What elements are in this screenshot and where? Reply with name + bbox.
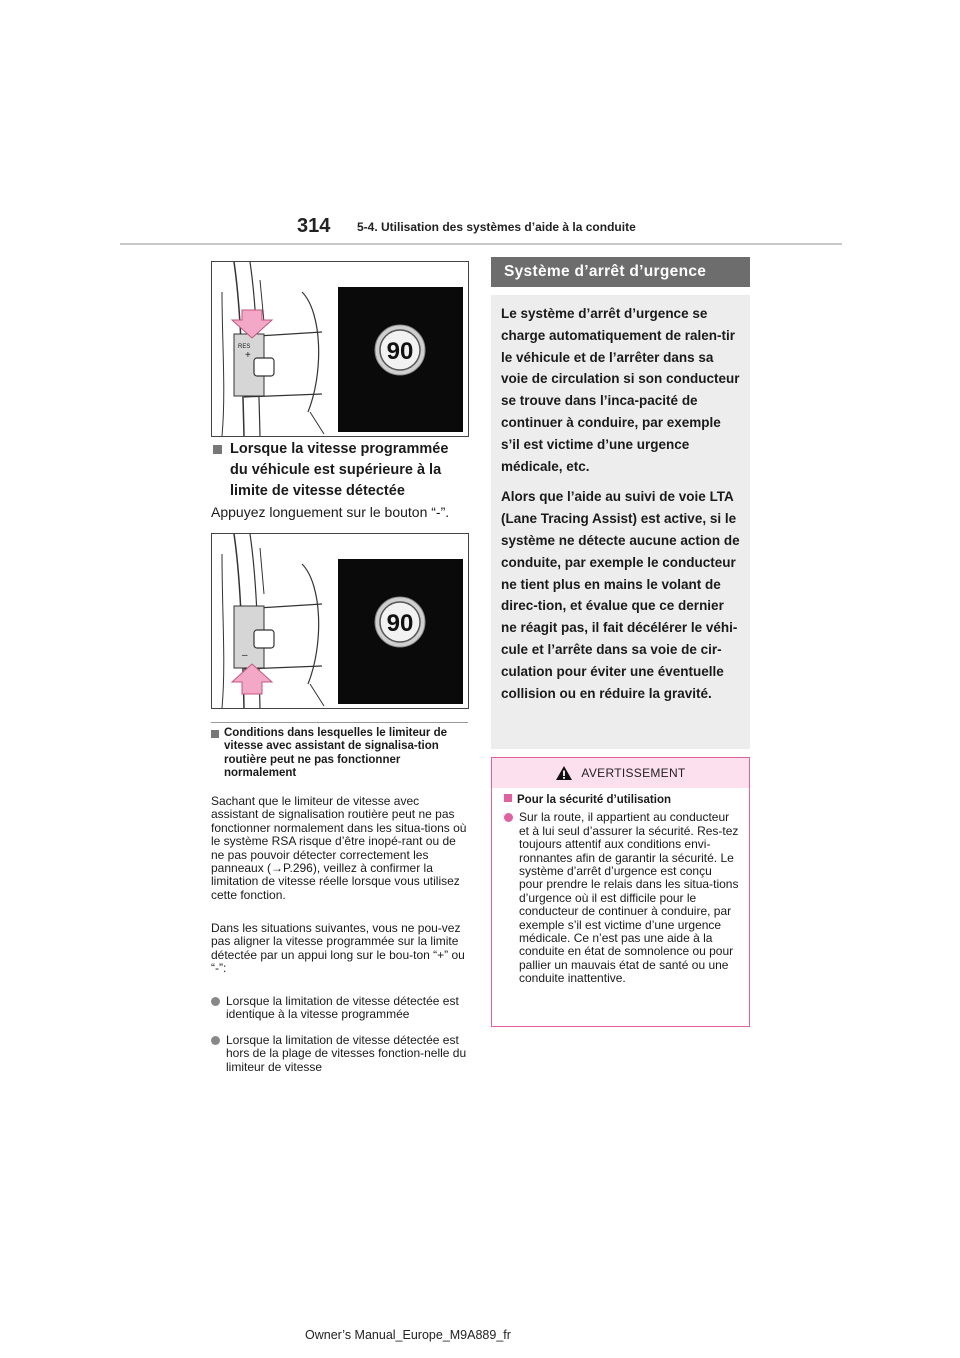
- intro-paragraph-1: Le système d’arrêt d’urgence se charge automatiquement de ralen-tir le véhicule et de l’arrêter dans sa voie de circulation si son conducteur se trouve dans l’inca-pacité de continuer à conduire, par exemple s’il est victime d’une urgence médicale, etc.: [501, 306, 740, 474]
- warning-title: AVERTISSEMENT: [581, 766, 686, 780]
- conditions-bullet-1: Lorsque la limitation de vitesse détectée est identique à la vitesse programmée: [211, 995, 469, 1022]
- section-header-title: 5-4. Utilisation des systèmes d’aide à la conduite: [357, 220, 636, 234]
- square-bullet-icon: [213, 445, 222, 454]
- page-number: 314: [297, 215, 331, 237]
- bullet-dot-icon: [211, 997, 220, 1006]
- warning-bullet: Sur la route, il appartient au conducteur et à lui seul d’assurer la sécurité. Res-tez toujours attentif aux conditions envi-ronnantes afin de garantir la sécurité. Le système d’arrêt d’urgence est conçu pour prendre le relais dans les situa-tions d’urgence où il est difficile pour le conducteur de continuer à conduire, par exemple s’il est victime d’une urgence médicale. Ce n’est pas une aide à la conduite en état de somnolence ou pour pallier un mauvais état de santé ou une conduite inattentive.: [504, 811, 739, 985]
- conditions-bullet-2: Lorsque la limitation de vitesse détectée est hors de la plage de vitesses fonction-nelle du limiteur de vitesse: [211, 1034, 469, 1074]
- conditions-paragraph-2: Dans les situations suivantes, vous ne pou-vez pas aligner la vitesse programmée sur la limite détectée par un appui long sur le bou-ton “+” ou “-”:: [211, 921, 465, 976]
- warning-header: [492, 758, 749, 788]
- figure-res-plus-button: [211, 261, 469, 437]
- square-bullet-icon: [504, 794, 512, 802]
- figure-minus-button: [211, 533, 469, 709]
- res-label: RES: [238, 344, 251, 350]
- section-banner-emergency-stop: Système d’arrêt d’urgence: [491, 257, 750, 287]
- steering-switch-illustration: [212, 262, 468, 436]
- warning-subhead: Pour la sécurité d’utilisation: [504, 794, 739, 807]
- warning-box: [491, 757, 750, 1027]
- emergency-stop-description: [491, 295, 750, 749]
- speed-sign-value: 90: [386, 338, 414, 365]
- conditions-divider: [211, 722, 468, 723]
- intro-paragraph-2: Alors que l’aide au suivi de voie LTA (Lane Tracing Assist) est active, si le système ne détecte aucune action de conduite, par exemple le conducteur ne tient plus en mains le volant de direc-tion, et évalue que ce dernier ne réagit pas, il fait décélérer le véhi-cule et l’arrête dans sa voie de cir-culation pour éviter une éventuelle collision ou en réduire la gravité.: [501, 489, 740, 701]
- bullet-dot-icon: [504, 813, 513, 822]
- conditions-paragraph-1: Sachant que le limiteur de vitesse avec assistant de signalisation routière peut ne pas fonctionner normalement dans les situa-tions où le système RSA risque d’être inopé-rant ou de ne pas pouvoir détecter correctement les panneaux (→P.296), veillez à confirmer la limitation de vitesse réelle lorsque vous utilisez cette fonction.: [211, 794, 467, 902]
- footer-manual-id: Owner’s Manual_Europe_M9A889_fr: [305, 1328, 511, 1342]
- bullet-dot-icon: [211, 1036, 220, 1045]
- header-divider: [120, 243, 842, 245]
- square-bullet-icon: [211, 730, 219, 738]
- plus-label: +: [245, 350, 251, 361]
- speed-sign-value-2: 90: [386, 610, 414, 637]
- subhead-speed-above-limit: Lorsque la vitesse programmée du véhicule est supérieure à la limite de vitesse détectée: [213, 439, 468, 502]
- subhead-conditions: Conditions dans lesquelles le limiteur de vitesse avec assistant de signalisa-tion routière peut ne pas fonctionner normalement: [211, 727, 469, 781]
- warning-triangle-icon: [555, 765, 573, 781]
- steering-switch-illustration-2: [212, 534, 468, 708]
- instruction-text: Appuyez longuement sur le bouton “-”.: [211, 504, 450, 520]
- minus-label: –: [242, 650, 248, 661]
